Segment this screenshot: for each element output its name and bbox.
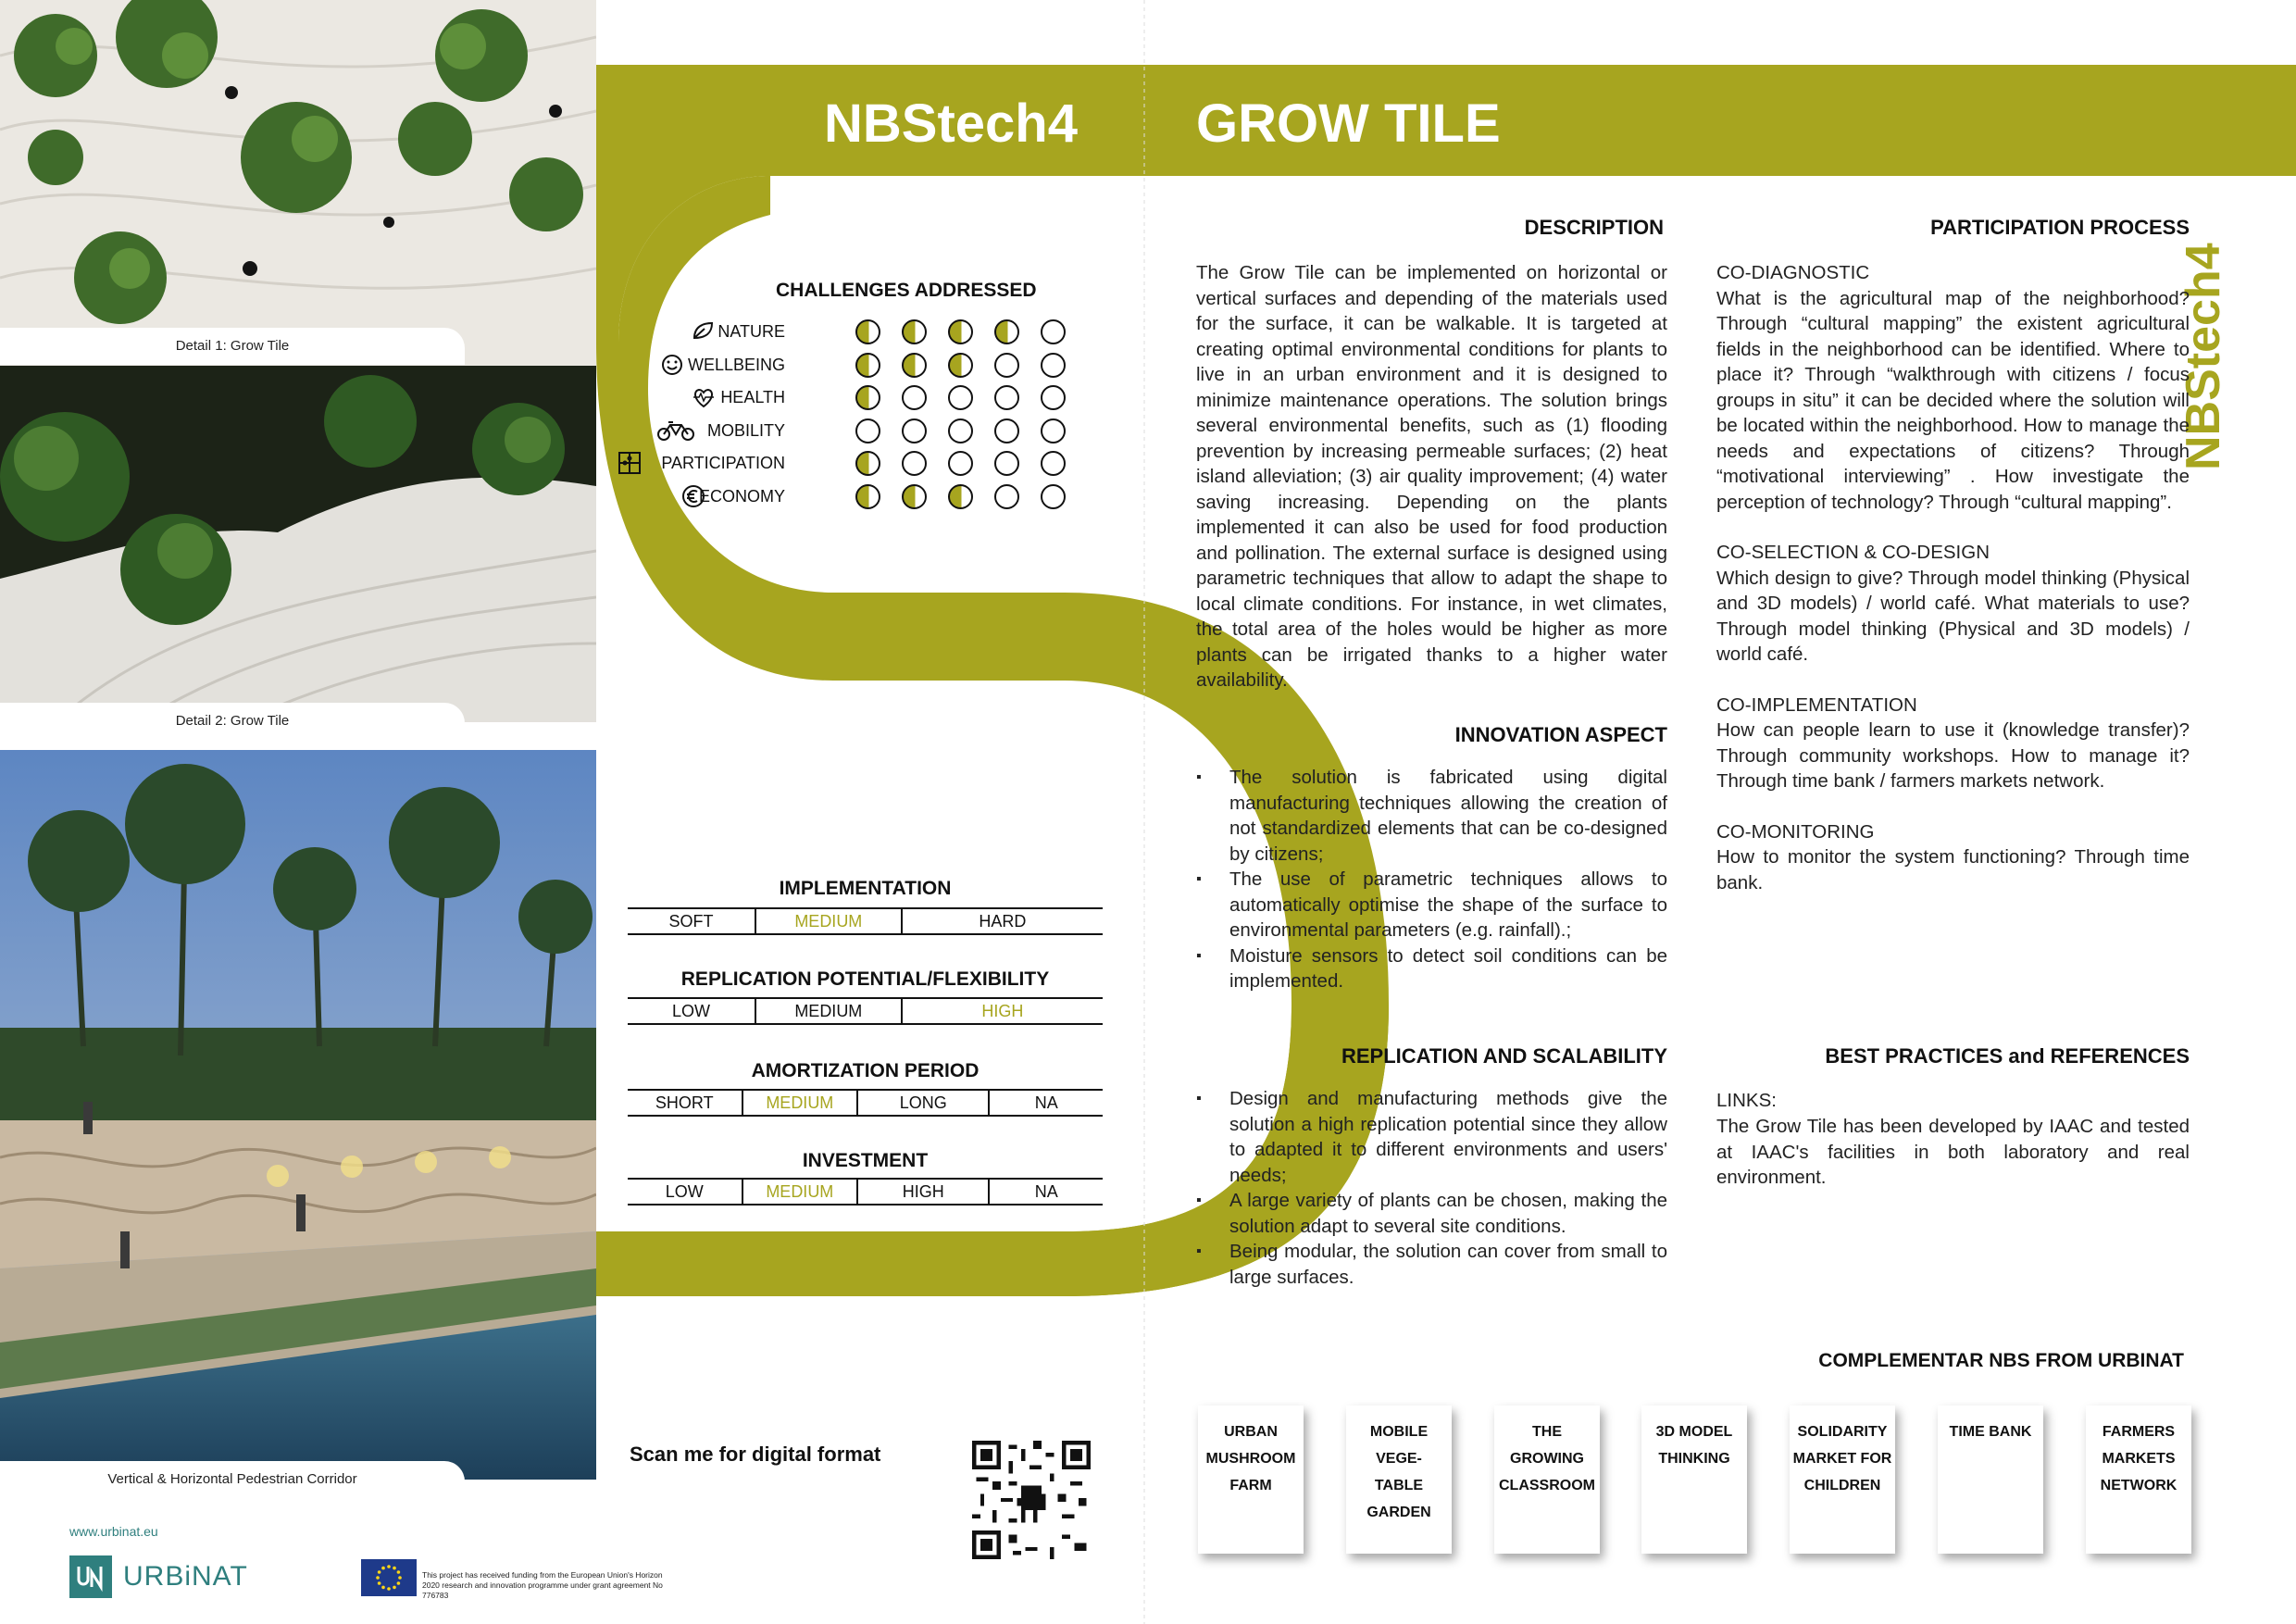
rating-option: NA <box>988 1091 1103 1115</box>
participation-blocks <box>1716 260 2190 920</box>
participation-block-text: How to monitor the system functioning? Through time bank. <box>1716 846 2190 893</box>
best-practices-heading: BEST PRACTICES and REFERENCES <box>1825 1044 2190 1068</box>
participation-block-text: Which design to give? Through model thinking (Physical and 3D models) / world café. What materials to use? Through model thinking (Physical and 3D models) / world café. <box>1716 567 2190 665</box>
score-circle <box>855 319 880 344</box>
complementary-nbs-card[interactable] <box>1938 1405 2043 1554</box>
card-label-line: THE GROWING <box>1510 1424 1584 1467</box>
rating-option: HIGH <box>856 1180 988 1204</box>
challenge-row-participation <box>661 450 1092 476</box>
rating-option: HIGH <box>901 999 1103 1023</box>
amortization-scale <box>628 1089 1103 1117</box>
participation-block-title: CO-DIAGNOSTIC <box>1716 262 1870 283</box>
challenge-label: NATURE <box>718 322 785 341</box>
participation-block-title: CO-SELECTION & CO-DESIGN <box>1716 542 1990 563</box>
bullet-item: ▪ A large variety of plants can be chosen, making the solution adapt to several site conditions. <box>1196 1188 1667 1239</box>
score-circle <box>1041 418 1066 443</box>
challenges-heading: CHALLENGES ADDRESSED <box>776 280 1037 301</box>
score-circle <box>948 451 973 476</box>
challenges-grid <box>661 319 1092 522</box>
rating-option: SHORT <box>655 1093 714 1112</box>
score-circle <box>948 385 973 410</box>
score-circle <box>1041 319 1066 344</box>
investment-scale <box>628 1178 1103 1206</box>
rating-option: SOFT <box>668 912 714 931</box>
score-circle <box>994 319 1019 344</box>
urbinat-url[interactable]: www.urbinat.eu <box>69 1524 158 1539</box>
card-label-line: FARMERS <box>2102 1424 2176 1440</box>
card-label-line: CHILDREN <box>1803 1478 1881 1493</box>
score-circle <box>1041 451 1066 476</box>
challenge-label: MOBILITY <box>706 420 785 440</box>
leaf-icon <box>692 319 716 344</box>
rating-option: MEDIUM <box>755 909 901 933</box>
score-circle <box>902 418 927 443</box>
bullet-item: ▪ The solution is fabricated using digital manufacturing techniques allowing the creation of not standardized elements that can be co-designed by citizens; <box>1196 765 1667 867</box>
nbs-name-title: GROW TILE <box>1196 94 1501 154</box>
innovation-list <box>1196 765 1667 994</box>
bottom-grow-tile-title: GROW TILE <box>633 1338 806 1372</box>
card-label-line: THINKING <box>1658 1451 1730 1467</box>
complementary-nbs-card[interactable] <box>1346 1405 1452 1554</box>
challenge-row-economy <box>698 483 1092 509</box>
caption-detail-1: Detail 1: Grow Tile <box>0 328 465 365</box>
score-circle <box>902 385 927 410</box>
score-circle <box>902 353 927 378</box>
urbinat-logo-icon <box>69 1555 112 1598</box>
photo-detail-1 <box>0 0 596 366</box>
participation-block-title: CO-IMPLEMENTATION <box>1716 693 1917 716</box>
score-circle <box>948 418 973 443</box>
urbinat-logo-text: URBiNAT <box>123 1561 248 1592</box>
links-label: LINKS: <box>1716 1090 1777 1111</box>
score-circle <box>1041 353 1066 378</box>
innovation-heading: INNOVATION ASPECT <box>1454 723 1667 746</box>
card-label-line: SOLIDARITY <box>1797 1424 1888 1440</box>
challenge-label: HEALTH <box>720 388 785 406</box>
rating-option: LONG <box>856 1091 988 1115</box>
implementation-scale <box>628 907 1103 935</box>
card-label-line: MUSHROOM <box>1205 1451 1296 1467</box>
caption-corridor: Vertical & Horizontal Pedestrian Corridor <box>0 1461 465 1498</box>
photo-detail-2 <box>0 366 596 722</box>
participation-heading: PARTICIPATION PROCESS <box>1930 216 2190 239</box>
participation-block-title: CO-MONITORING <box>1716 820 1875 843</box>
score-circle <box>948 484 973 509</box>
urbinat-logo <box>69 1555 255 1598</box>
eu-flag <box>361 1559 417 1596</box>
score-circle <box>1041 385 1066 410</box>
score-circle <box>902 319 927 344</box>
complementary-nbs-card[interactable] <box>1198 1405 1304 1554</box>
score-circle <box>994 484 1019 509</box>
challenge-label: ECONOMY <box>698 486 785 506</box>
card-label-line: URBAN <box>1224 1424 1278 1440</box>
bullet-item: ▪ Moisture sensors to detect soil conditions can be implemented. <box>1196 943 1667 994</box>
complementary-nbs-card[interactable] <box>1494 1405 1600 1554</box>
score-circle <box>1041 484 1066 509</box>
rating-option: NA <box>988 1180 1103 1204</box>
challenge-label: WELLBEING <box>687 355 785 374</box>
score-circle <box>948 353 973 378</box>
score-circle <box>902 451 927 476</box>
nbs-code-title: NBStech4 <box>824 94 1078 154</box>
challenge-row-health <box>704 384 1092 410</box>
euro-icon <box>681 484 705 508</box>
score-circle <box>855 484 880 509</box>
heart-pulse-icon <box>692 385 716 409</box>
complementary-nbs-card[interactable] <box>1790 1405 1895 1554</box>
card-label-line: FARM <box>1229 1478 1272 1493</box>
description-heading: DESCRIPTION <box>1524 216 1664 239</box>
score-circle <box>994 353 1019 378</box>
best-practices-text: The Grow Tile has been developed by IAAC and tested at IAAC's facilities in both laboratory and real environment. <box>1716 1116 2190 1188</box>
score-circle <box>855 353 880 378</box>
challenge-row-mobility <box>704 418 1092 443</box>
participation-block-text: What is the agricultural map of the neighborhood? Through “cultural mapping” the existent agricultural fields in the neighborhood can be identified. Where to place it? Through “walkthrough with citizens / focus groups in situ” it can be decided where the solution will be located within the neighborhood. How to manage the needs and expectations of citizens? Through “motivational interviewing” . How investigate the perception of technology? Through “cultural mapping”. <box>1716 287 2190 513</box>
score-circle <box>855 451 880 476</box>
score-circle <box>994 385 1019 410</box>
score-circle <box>855 385 880 410</box>
replication-scale <box>628 997 1103 1025</box>
scan-me-text: Scan me for digital format <box>630 1443 881 1466</box>
challenge-row-wellbeing <box>687 352 1092 378</box>
bullet-item: ▪ Being modular, the solution can cover from small to large surfaces. <box>1196 1239 1667 1290</box>
eu-funding-text: This project has received funding from the European Union's Horizon 2020 research and innovation programme under grant agreement No 776783 <box>422 1570 663 1600</box>
bullet-item: ▪ Design and manufacturing methods give the solution a high replication potential since they allow to adapted it to different environments and users' needs; <box>1196 1086 1667 1188</box>
qr-code[interactable] <box>972 1441 1091 1559</box>
caption-detail-2: Detail 2: Grow Tile <box>0 703 465 740</box>
score-circle <box>902 484 927 509</box>
card-label-line: TABLE GARDEN <box>1366 1478 1431 1520</box>
photo-pedestrian-corridor <box>0 750 596 1480</box>
challenge-label: PARTICIPATION <box>661 454 785 472</box>
card-label-line: MARKETS <box>2102 1451 2176 1467</box>
complementary-nbs-card[interactable] <box>1641 1405 1747 1554</box>
side-vertical-code: NBStech4 <box>2177 243 2230 470</box>
rating-option: HARD <box>901 909 1103 933</box>
score-circle <box>855 418 880 443</box>
rating-option: MEDIUM <box>742 1091 857 1115</box>
card-label-line: TIME BANK <box>1949 1424 2032 1440</box>
rating-option: MEDIUM <box>755 999 901 1023</box>
smiley-icon <box>660 353 684 377</box>
card-label-line: NETWORK <box>2100 1478 2177 1493</box>
complementary-nbs-card[interactable] <box>2086 1405 2191 1554</box>
replication-heading: REPLICATION AND SCALABILITY <box>1341 1044 1667 1068</box>
replication-title: REPLICATION POTENTIAL/FLEXIBILITY <box>680 968 1050 990</box>
card-label-line: 3D MODEL <box>1655 1424 1733 1440</box>
investment-title: INVESTMENT <box>802 1150 929 1171</box>
challenge-row-nature <box>704 319 1092 344</box>
rating-option: LOW <box>671 1002 710 1020</box>
amortization-title: AMORTIZATION PERIOD <box>751 1060 980 1081</box>
score-circle <box>994 451 1019 476</box>
puzzle-icon <box>618 451 642 475</box>
participation-block-text: How can people learn to use it (knowledge transfer)? Through community workshops. How to manage it? Through time bank / farmers markets network. <box>1716 719 2190 792</box>
card-label-line: MARKET FOR <box>1792 1451 1892 1467</box>
description-text: The Grow Tile can be implemented on horizontal or vertical surfaces and depending of the materials used for the surface, it can be walkable. It is targeted at creating optimal environmental conditions for plants to live in an urban environment and it is designed to minimize maintenance operations. The solution brings several environmental benefits, such as (1) flooding prevention by increasing permeable surfaces; (2) heat island alleviation; (3) air quality improvement; (4) water saving increasing. Depending on the plants implemented it can also be used for food production and pollination. The external surface is designed using parametric techniques that allow to adapt the shape to local climate conditions. For instance, in wet climates, the total area of the holes would be higher as more plants can be irrigated thanks to a higher water availability. <box>1196 262 1667 691</box>
rating-option: LOW <box>665 1182 704 1201</box>
card-label-line: CLASSROOM <box>1499 1478 1595 1493</box>
bullet-item: ▪ The use of parametric techniques allows to automatically optimise the shape of the surface to environmental parameters (e.g. rainfall).; <box>1196 867 1667 943</box>
complementary-heading: COMPLEMENTAR NBS FROM URBINAT <box>1818 1350 2184 1371</box>
rating-option: MEDIUM <box>742 1180 857 1204</box>
score-circle <box>994 418 1019 443</box>
bicycle-icon <box>657 418 694 443</box>
card-label-line: MOBILE VEGE- <box>1369 1424 1429 1467</box>
score-circle <box>948 319 973 344</box>
replication-list <box>1196 1086 1667 1290</box>
implementation-title: IMPLEMENTATION <box>779 878 952 899</box>
